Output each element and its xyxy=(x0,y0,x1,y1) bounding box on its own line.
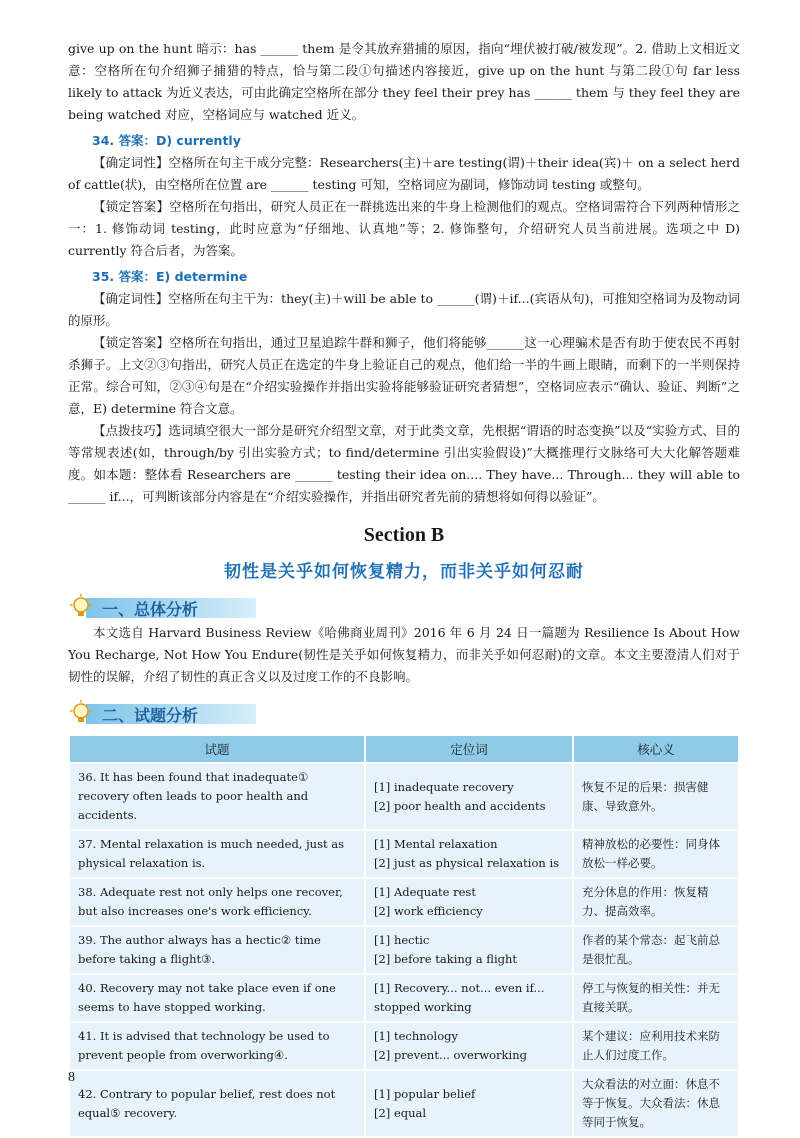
keyword-1: [1] inadequate recovery xyxy=(374,779,514,794)
question-cell: 40. Recovery may not take place even if one seems to have stopped working. xyxy=(69,974,365,1022)
header-keywords: 定位词 xyxy=(365,735,573,763)
keyword-2: [2] work efficiency xyxy=(374,904,483,918)
answer-35: 35. 答案：E) determine xyxy=(92,269,248,284)
table-row xyxy=(69,763,739,830)
heading-overview-text: 一、总体分析 xyxy=(102,600,199,619)
keyword-cell xyxy=(365,878,573,926)
page-number: 8 xyxy=(68,1070,75,1085)
header-core: 核心义 xyxy=(573,735,739,763)
question-cell: 42. Contrary to popular belief, rest does not equal⑤ recovery. xyxy=(69,1070,365,1137)
table-row xyxy=(69,926,739,974)
table-row xyxy=(69,1070,739,1137)
table-row xyxy=(69,1022,739,1070)
table-row xyxy=(69,878,739,926)
paragraph-34-answer: 【锁定答案】空格所在句指出，研究人员正在一群挑选出来的牛身上检测他们的观点。空格词需符合下列两种情形之一：1. 修饰动词 testing，此时应意为“仔细地、认真地”等；2. 修饰整句，介绍研究人员当前进展。选项之中 D) currently 符合后者，为答案。 xyxy=(68,199,740,258)
keyword-2: [2] just as physical relaxation is xyxy=(374,856,560,870)
paragraph-35-pos: 【确定词性】空格所在句主干为：they(主)＋will be able to ______(谓)＋if...(宾语从句)，可推知空格词为及物动词的原形。 xyxy=(68,291,740,328)
keyword-cell xyxy=(365,830,573,878)
table-row xyxy=(69,830,739,878)
keyword-1: [1] Recovery... not... even if... xyxy=(374,981,545,995)
keyword-cell xyxy=(365,763,573,830)
keyword-1: [1] popular belief xyxy=(374,1086,476,1101)
question-cell: 39. The author always has a hectic② time before taking a flight③. xyxy=(69,926,365,974)
paragraph-tip: 【点拨技巧】选词填空很大一部分是研究介绍型文章，对于此类文章，先根据“谓语的时态变换”以及“实验方式、目的等常规表述(如，through/by 引出实验方式；to find/determine 引出实验假设)”大概推理行文脉络可大大化解答题难度。如本题：整体看 Researchers are ______ testing their idea on.... They have... Through... they will able to ______ if...，可判断该部分内容是在“介绍实验操作，并指出研究者先前的猜想将如何得以验证”。 xyxy=(68,423,740,504)
heading-analysis xyxy=(68,700,740,728)
question-cell: 37. Mental relaxation is much needed, just as physical relaxation is. xyxy=(69,830,365,878)
core-cell: 作者的某个常态：起飞前总是很忙乱。 xyxy=(573,926,739,974)
core-cell: 停工与恢复的相关性：并无直接关联。 xyxy=(573,974,739,1022)
section-subtitle: 韧性是关乎如何恢复精力，而非关乎如何忍耐 xyxy=(224,562,584,582)
paragraph-34-pos: 【确定词性】空格所在句主干成分完整：Researchers(主)＋are testing(谓)＋their idea(宾)＋ on a select herd of cattle(状)，由空格所在位置 are ______ testing 可知，空格词应为副词，修饰动词 testing 或整句。 xyxy=(68,155,740,192)
heading-overview xyxy=(68,594,740,622)
keyword-cell xyxy=(365,1070,573,1137)
answer-34: 34. 答案：D) currently xyxy=(92,133,241,148)
keyword-2: [2] poor health and accidents xyxy=(374,798,546,813)
core-cell: 恢复不足的后果：损害健康、导致意外。 xyxy=(573,763,739,830)
keyword-2: [2] before taking a flight xyxy=(374,952,518,966)
paragraph-35-answer: 【锁定答案】空格所在句指出，通过卫星追踪牛群和狮子，他们将能够______这一心理骗术是否有助于使农民不再射杀狮子。上文②③句指出，研究人员正在选定的牛身上验证自己的观点，他们给一半的牛画上眼睛，而剩下的一半则保持正常。综合可知，②③④句是在“介绍实验操作并指出实验将能够验证研究者猜想”，空格词应表示“确认、验证、判断”之意，E) determine 符合文意。 xyxy=(68,335,740,416)
keyword-1: [1] technology xyxy=(374,1029,459,1043)
page-content xyxy=(68,38,740,1138)
core-cell: 某个建议：应利用技术来防止人们过度工作。 xyxy=(573,1022,739,1070)
overview-paragraph: 本文选自 Harvard Business Review《哈佛商业周刊》2016 年 6 月 24 日一篇题为 Resilience Is About How You Recharge, Not How You Endure(韧性是关乎如何恢复精力，而非关乎如何忍耐)的文章。本文主要澄清人们对于韧性的误解，介绍了韧性的真正含义以及过度工作的不良影响。 xyxy=(68,625,740,684)
keyword-1: [1] Adequate rest xyxy=(374,885,476,899)
paragraph-analysis-33: give up on the hunt 暗示：has ______ them 是令其放弃猎捕的原因，指向“埋伏被打破/被发现”。2. 借助上文相近文意：空格所在句介绍狮子捕猎的特点，恰与第二段①句描述内容接近，give up on the hunt 与第二段①句 far less likely to attack 为近义表达，可由此确定空格所在部分 they feel their prey has ______ them 与 they feel they are being watched 对应，空格词应与 watched 近义。 xyxy=(68,41,740,122)
keyword-cell xyxy=(365,926,573,974)
analysis-table xyxy=(68,734,740,1138)
keyword-1: [1] hectic xyxy=(374,933,430,947)
core-cell: 充分休息的作用：恢复精力、提高效率。 xyxy=(573,878,739,926)
keyword-cell xyxy=(365,1022,573,1070)
core-cell: 精神放松的必要性：同身体放松一样必要。 xyxy=(573,830,739,878)
keyword-cell xyxy=(365,974,573,1022)
question-cell: 36. It has been found that inadequate① recovery often leads to poor health and accidents. xyxy=(69,763,365,830)
keyword-2: [2] prevent... overworking xyxy=(374,1048,527,1062)
lightbulb-icon xyxy=(68,594,94,620)
table-header-row xyxy=(69,735,739,763)
question-cell: 41. It is advised that technology be used to prevent people from overworking④. xyxy=(69,1022,365,1070)
section-title: Section B xyxy=(363,524,445,546)
header-question: 试题 xyxy=(69,735,365,763)
lightbulb-icon xyxy=(68,700,94,726)
keyword-1: [1] Mental relaxation xyxy=(374,837,498,851)
question-cell: 38. Adequate rest not only helps one recover, but also increases one's work efficiency. xyxy=(69,878,365,926)
table-row xyxy=(69,974,739,1022)
keyword-2: stopped working xyxy=(374,1000,472,1014)
heading-analysis-text: 二、试题分析 xyxy=(102,706,199,725)
keyword-2: [2] equal xyxy=(374,1105,427,1120)
core-cell: 大众看法的对立面：休息不等于恢复。大众看法：休息等同于恢复。 xyxy=(573,1070,739,1137)
